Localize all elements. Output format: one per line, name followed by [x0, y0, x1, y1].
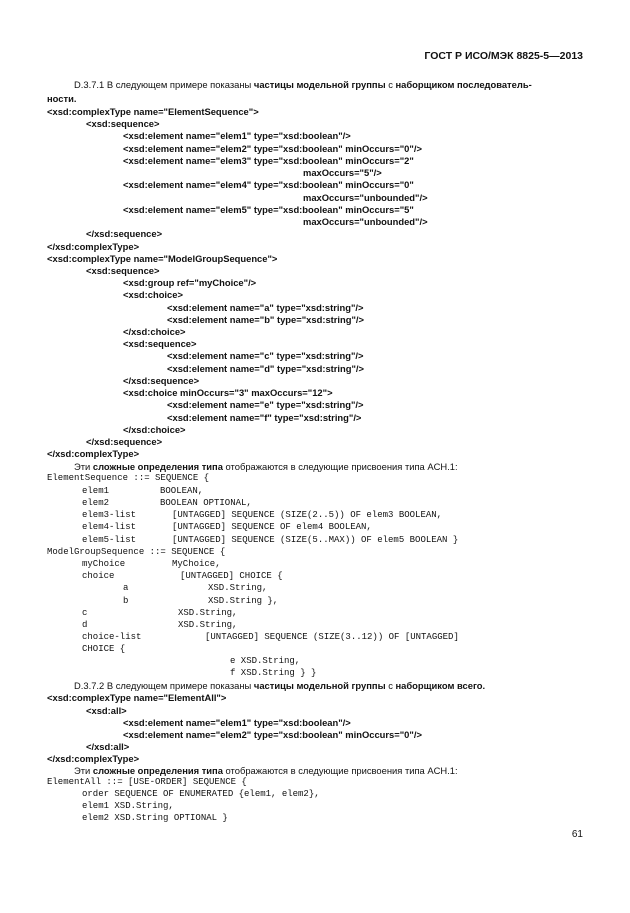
asn1-code-line: myChoice: [82, 559, 126, 569]
xsd-code-line: <xsd:element name="elem2" type="xsd:boolean" minOccurs="0"/>: [123, 143, 422, 154]
xsd-code-line: <xsd:element name="a" type="xsd:string"/>: [167, 302, 364, 313]
text-line: [74, 765, 458, 776]
xsd-code-line: <xsd:complexType name="ElementSequence">: [47, 106, 259, 117]
asn1-code-line: ElementSequence ::= SEQUENCE {: [47, 473, 210, 483]
text-line: [47, 93, 76, 104]
xsd-code-line: maxOccurs="unbounded"/>: [303, 192, 428, 203]
xsd-code-line: <xsd:element name="elem4" type="xsd:boolean" minOccurs="0": [123, 179, 414, 190]
asn1-code-line: elem4-list: [82, 522, 137, 532]
bold-term: частицы модельной группы: [253, 79, 386, 90]
asn1-code-line: elem3-list: [82, 510, 137, 520]
text-line: [74, 461, 458, 472]
asn1-type-column: BOOLEAN OPTIONAL,: [160, 498, 252, 508]
bold-term: наборщиком всего.: [395, 680, 486, 691]
xsd-code-line: </xsd:all>: [86, 741, 130, 752]
xsd-code-line: <xsd:element name="elem2" type="xsd:boolean" minOccurs="0"/>: [123, 729, 422, 740]
xsd-code-line: maxOccurs="5"/>: [303, 167, 382, 178]
bold-term: сложные определения типа: [92, 461, 223, 472]
xsd-code-line: <xsd:element name="elem5" type="xsd:boolean" minOccurs="5": [123, 204, 414, 215]
asn1-code-line: c: [82, 608, 88, 618]
xsd-code-line: </xsd:complexType>: [47, 753, 140, 764]
xsd-code-line: </xsd:choice>: [123, 424, 186, 435]
xsd-code-line: <xsd:all>: [86, 705, 127, 716]
xsd-code-line: </xsd:choice>: [123, 326, 186, 337]
text-segment: D.3.7.2 В следующем примере показаны: [74, 680, 254, 691]
xsd-code-line: <xsd:element name="e" type="xsd:string"/>: [167, 399, 364, 410]
bold-term: частицы модельной группы: [253, 680, 386, 691]
document-header: ГОСТ Р ИСО/МЭК 8825-5—2013: [424, 50, 583, 62]
asn1-code-line: elem1 XSD.String,: [82, 801, 174, 811]
asn1-type-column: XSD.String },: [208, 596, 279, 606]
asn1-code-line: a: [123, 583, 129, 593]
asn1-code-line: b: [123, 596, 129, 606]
bold-term: наборщиком последователь-: [395, 79, 532, 90]
asn1-type-column: [UNTAGGED] SEQUENCE (SIZE(5..MAX)) OF elem5 BOOLEAN }: [172, 535, 459, 545]
text-line: [74, 79, 532, 90]
text-segment: Эти: [74, 765, 93, 776]
xsd-code-line: <xsd:element name="f" type="xsd:string"/>: [167, 412, 362, 423]
asn1-type-column: XSD.String,: [178, 608, 238, 618]
xsd-code-line: <xsd:complexType name="ModelGroupSequence">: [47, 253, 278, 264]
asn1-code-line: e XSD.String,: [230, 656, 301, 666]
xsd-code-line: </xsd:complexType>: [47, 241, 140, 252]
asn1-type-column: XSD.String,: [208, 583, 268, 593]
asn1-type-column: [UNTAGGED] SEQUENCE (SIZE(3..12)) OF [UNTAGGED]: [205, 632, 459, 642]
xsd-code-line: <xsd:element name="b" type="xsd:string"/>: [167, 314, 365, 325]
text-segment: отображаются в следующие присвоения типа ACH.1:: [222, 765, 458, 776]
asn1-code-line: d: [82, 620, 88, 630]
bold-term: сложные определения типа: [92, 765, 223, 776]
xsd-code-line: <xsd:choice>: [123, 289, 183, 300]
xsd-code-line: <xsd:element name="elem1" type="xsd:boolean"/>: [123, 717, 351, 728]
text-segment: с: [385, 79, 396, 90]
xsd-code-line: <xsd:sequence>: [123, 338, 197, 349]
xsd-code-line: <xsd:element name="c" type="xsd:string"/>: [167, 350, 364, 361]
text-segment: с: [385, 680, 396, 691]
asn1-code-line: order SEQUENCE OF ENUMERATED {elem1, elem2},: [82, 789, 320, 799]
asn1-type-column: [UNTAGGED] CHOICE {: [180, 571, 283, 581]
xsd-code-line: </xsd:sequence>: [86, 436, 163, 447]
xsd-code-line: <xsd:complexType name="ElementAll">: [47, 692, 227, 703]
asn1-type-column: [UNTAGGED] SEQUENCE OF elem4 BOOLEAN,: [172, 522, 372, 532]
text-segment: D.3.7.1 В следующем примере показаны: [74, 79, 254, 90]
asn1-code-line: elem2: [82, 498, 110, 508]
asn1-code-line: ModelGroupSequence ::= SEQUENCE {: [47, 547, 226, 557]
text-segment: Эти: [74, 461, 93, 472]
xsd-code-line: <xsd:sequence>: [86, 265, 160, 276]
asn1-code-line: elem1: [82, 486, 110, 496]
xsd-code-line: </xsd:sequence>: [123, 375, 200, 386]
text-line: [74, 680, 485, 691]
asn1-code-line: choice: [82, 571, 115, 581]
xsd-code-line: <xsd:choice minOccurs="3" maxOccurs="12">: [123, 387, 333, 398]
asn1-code-line: ElementAll ::= [USE-ORDER] SEQUENCE {: [47, 777, 247, 787]
asn1-type-column: [UNTAGGED] SEQUENCE (SIZE(2..5)) OF elem3 BOOLEAN,: [172, 510, 443, 520]
asn1-type-column: MyChoice,: [172, 559, 221, 569]
xsd-code-line: </xsd:sequence>: [86, 228, 163, 239]
xsd-code-line: </xsd:complexType>: [47, 448, 140, 459]
xsd-code-line: <xsd:element name="d" type="xsd:string"/>: [167, 363, 365, 374]
asn1-code-line: f XSD.String } }: [230, 668, 317, 678]
xsd-code-line: <xsd:element name="elem1" type="xsd:boolean"/>: [123, 130, 351, 141]
text-segment: отображаются в следующие присвоения типа ACH.1:: [222, 461, 458, 472]
xsd-code-line: <xsd:sequence>: [86, 118, 160, 129]
page-number: 61: [571, 829, 583, 840]
xsd-code-line: <xsd:group ref="myChoice"/>: [123, 277, 257, 288]
asn1-code-line: CHOICE {: [82, 644, 126, 654]
asn1-type-column: BOOLEAN,: [160, 486, 204, 496]
asn1-code-line: choice-list: [82, 632, 142, 642]
bold-term: ности.: [47, 93, 77, 104]
asn1-type-column: XSD.String,: [178, 620, 238, 630]
asn1-code-line: elem2 XSD.String OPTIONAL }: [82, 813, 228, 823]
xsd-code-line: maxOccurs="unbounded"/>: [303, 216, 428, 227]
xsd-code-line: <xsd:element name="elem3" type="xsd:boolean" minOccurs="2": [123, 155, 414, 166]
asn1-code-line: elem5-list: [82, 535, 137, 545]
